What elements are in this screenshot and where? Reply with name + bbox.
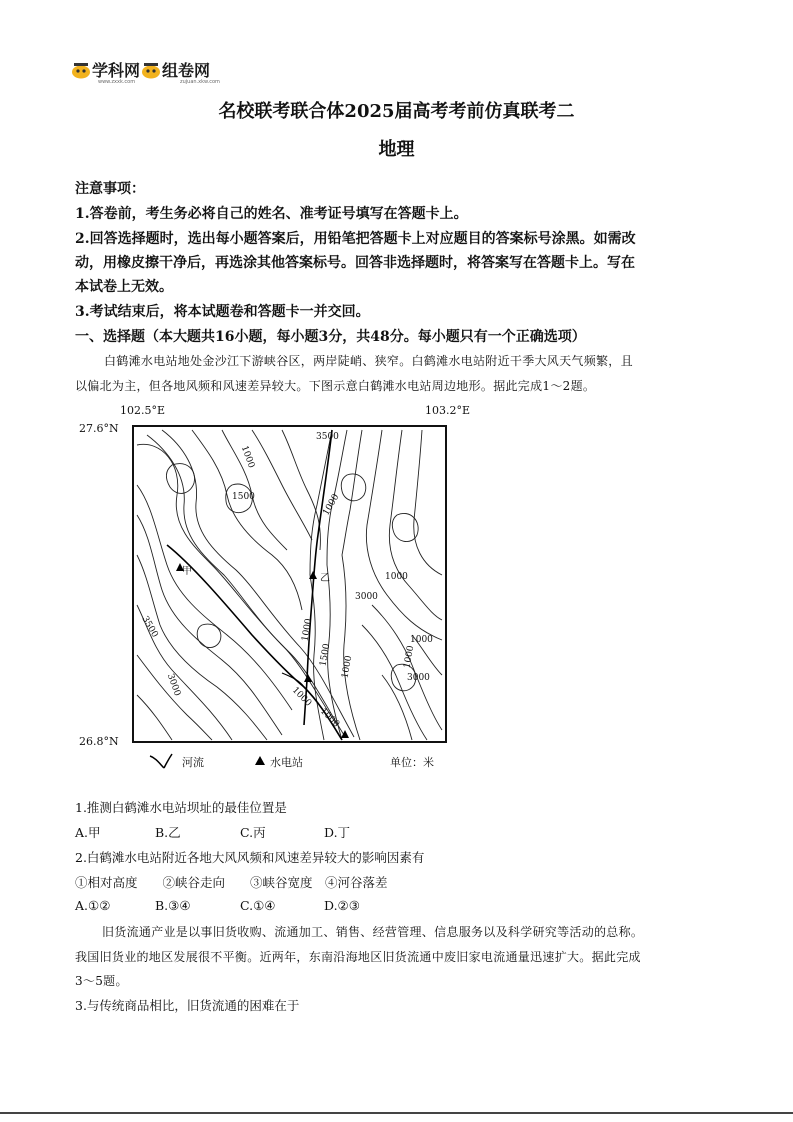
mascot-icon [140, 61, 162, 79]
logo-text-2: 组卷网 [162, 61, 211, 80]
subject-title: 地理 [378, 139, 415, 160]
notice-item-1: 1.答卷前，考生务必将自己的姓名、准考证号填写在答题卡上。 [75, 206, 468, 222]
station-jia-label: 甲 [182, 566, 192, 577]
passage-line: 旧货流通产业是以事旧货收购、流通加工、销售、经营管理、信息服务以及科学研究等活动的总称。 [102, 925, 644, 939]
contour-label: 3500 [139, 614, 160, 640]
topographic-map [132, 425, 447, 743]
contour-label: 1000 [317, 706, 342, 730]
contour-label: 3500 [316, 432, 339, 442]
logo-url: www.zxxk.com [98, 79, 136, 85]
passage-line: 我国旧货业的地区发展很不平衡。近两年，东南沿海地区旧货流通中废旧家电流通量迅速扩大。据此完成 [75, 950, 641, 964]
q1-option-c[interactable]: C.丙 [240, 825, 266, 840]
q1-stem: 1.推测白鹤滩水电站坝址的最佳位置是 [75, 800, 287, 815]
notice-item-2c: 本试卷上无效。 [75, 279, 173, 295]
q1-option-a[interactable]: A.甲 [75, 825, 101, 840]
lat-top-label: 27.6°N [79, 422, 119, 435]
page-title: 名校联考联合体2025届高考考前仿真联考二 [218, 101, 575, 122]
bottom-rule [0, 1112, 793, 1114]
contour-label: 1000 [289, 685, 314, 709]
section-heading: 一、选择题（本大题共16小题，每小题3分，共48分。每小题只有一个正确选项） [75, 329, 586, 345]
q2-factors: ①相对高度 ②峡谷走向 ③峡谷宽度 ④河谷落差 [75, 875, 388, 890]
contour-label: 1500 [232, 492, 255, 502]
contour-label: 1000 [402, 644, 417, 670]
station-yi-label: 乙 [320, 573, 330, 584]
contour-label: 1000 [321, 492, 342, 518]
notice-item-2a: 2.回答选择题时，选出每小题答案后，用铅笔把答题卡上对应题目的答案标号涂黑。如需改 [75, 231, 636, 247]
legend-station-label: 水电站 [270, 756, 303, 769]
q2-option-a[interactable]: A.①② [75, 898, 111, 913]
notice-heading: 注意事项： [75, 181, 145, 197]
contour-label: 1000 [238, 444, 257, 470]
river-legend-icon [148, 752, 174, 770]
passage-line: 3～5题。 [75, 974, 128, 988]
contour-label: 1000 [340, 654, 355, 680]
notice-item-3: 3.考试结束后，将本试题卷和答题卡一并交回。 [75, 304, 370, 320]
contour-label: 1000 [385, 572, 408, 582]
contour-label: 3000 [407, 673, 430, 683]
mascot-icon [70, 61, 92, 79]
q1-option-d[interactable]: D.丁 [324, 825, 351, 840]
contour-label: 1000 [300, 617, 315, 643]
logo-url-2: zujuan.xkw.com [180, 79, 220, 85]
logo-text: 学科网 [92, 61, 141, 80]
q2-option-b[interactable]: B.③④ [155, 898, 191, 913]
q3-stem: 3.与传统商品相比，旧货流通的困难在于 [75, 998, 300, 1013]
passage-line: 白鹤滩水电站地处金沙江下游峡谷区，两岸陡峭、狭窄。白鹤滩水电站附近干季大风天气频繁，且 [104, 354, 633, 368]
map-unit: 单位：米 [390, 756, 434, 769]
lon-right-label: 103.2°E [425, 404, 471, 417]
passage-line: 以偏北为主，但各地风频和风速差异较大。下图示意白鹤滩水电站周边地形。据此完成1～2题。 [75, 379, 596, 393]
notice-item-2b: 动，用橡皮擦干净后，再选涂其他答案标号。回答非选择题时，将答案写在答题卡上。写在 [75, 255, 635, 271]
contour-label: 1500 [318, 642, 333, 668]
contour-label: 1000 [410, 635, 433, 645]
lon-left-label: 102.5°E [120, 404, 166, 417]
logo [70, 58, 210, 81]
q2-option-d[interactable]: D.②③ [324, 898, 360, 913]
q2-option-c[interactable]: C.①④ [240, 898, 276, 913]
lat-bottom-label: 26.8°N [79, 735, 119, 748]
q1-option-b[interactable]: B.乙 [155, 825, 181, 840]
station-legend-icon [254, 755, 266, 766]
q2-stem: 2.白鹤滩水电站附近各地大风风频和风速差异较大的影响因素有 [75, 850, 425, 865]
contour-label: 3000 [355, 592, 378, 602]
legend-river-label: 河流 [182, 756, 204, 769]
contour-label: 3000 [164, 672, 183, 698]
